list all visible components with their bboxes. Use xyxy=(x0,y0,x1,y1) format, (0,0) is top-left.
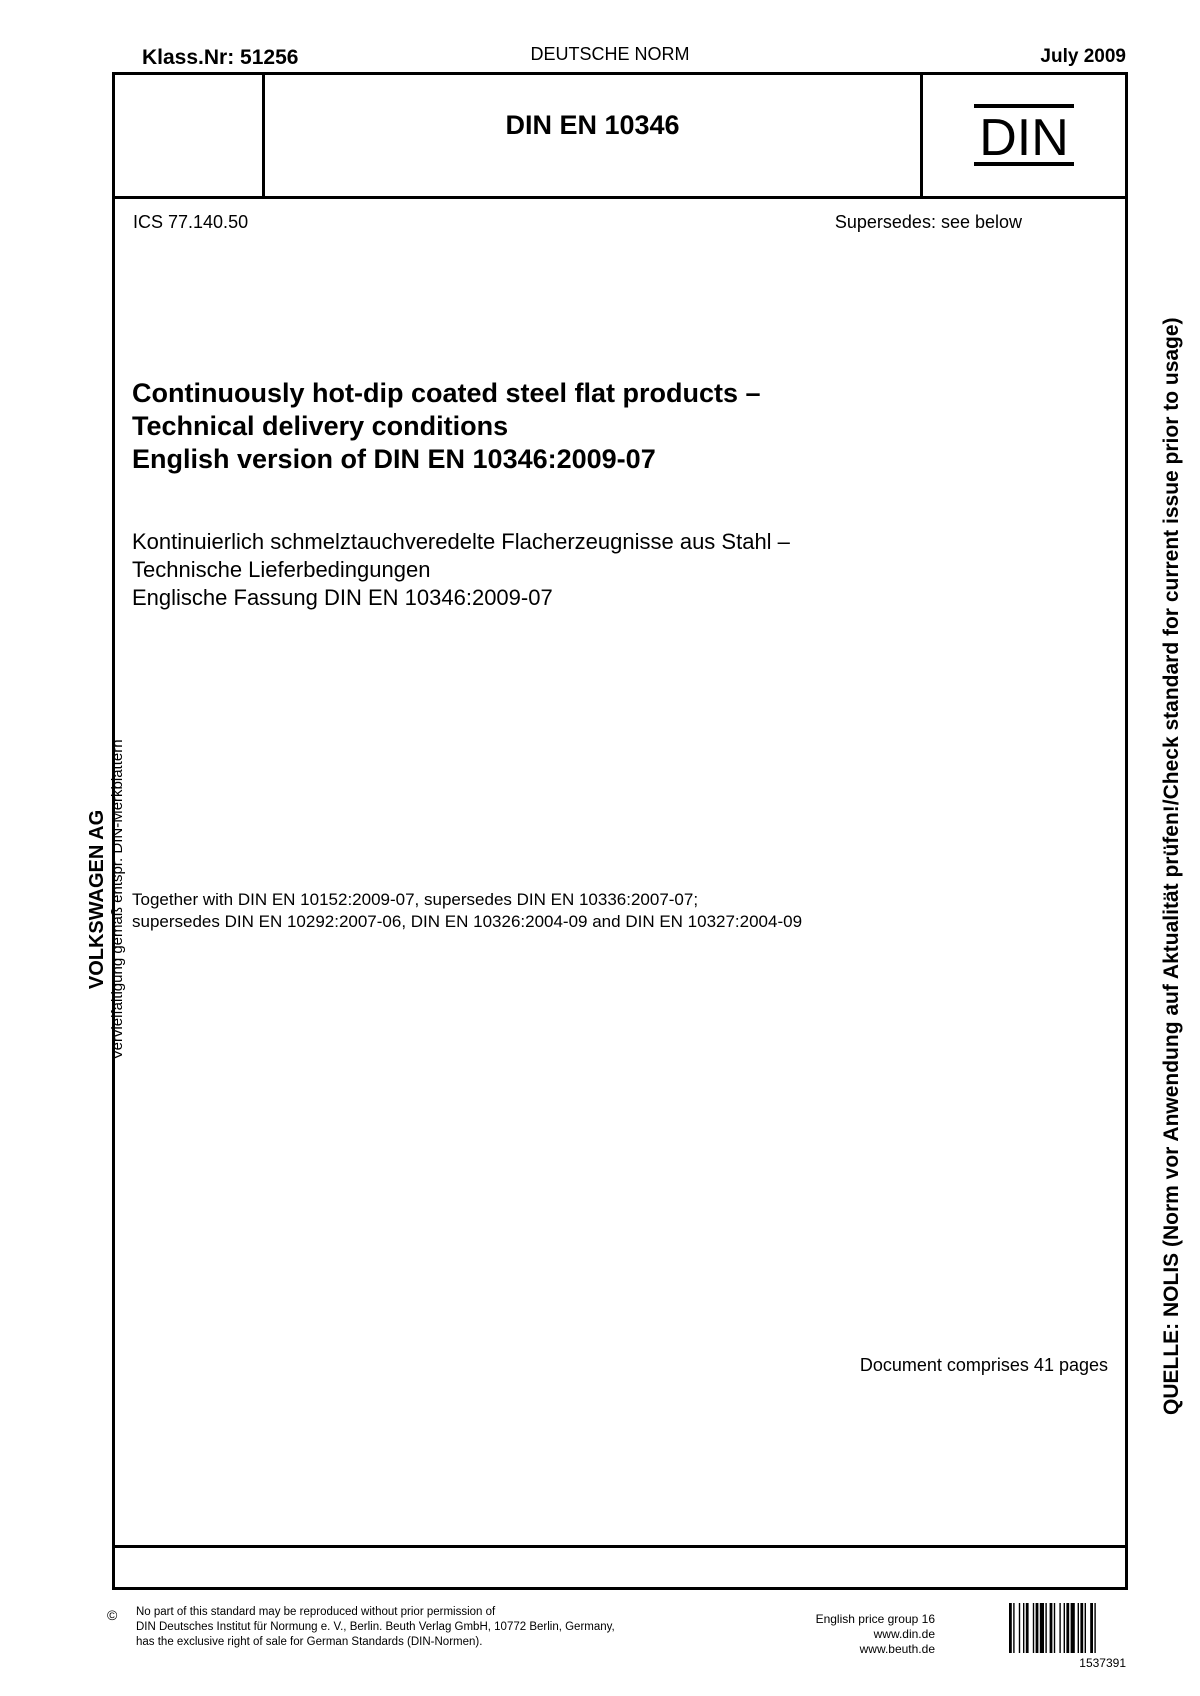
barcode xyxy=(1008,1603,1126,1653)
barcode-bar xyxy=(1059,1603,1060,1653)
reproduction-stamp xyxy=(86,702,126,1097)
document-number: DIN EN 10346 xyxy=(505,110,680,140)
price-info xyxy=(760,1612,935,1657)
copyright-notice xyxy=(136,1605,615,1650)
barcode-bar xyxy=(1026,1603,1029,1653)
page-count: Document comprises 41 pages xyxy=(859,1355,1108,1375)
reproduction-note: Vervielfältigung gemäß entspr. DIN-Merkblättern xyxy=(109,739,126,1060)
footer-divider xyxy=(112,1545,1128,1548)
norm-type: DEUTSCHE NORM xyxy=(530,44,690,64)
barcode-bar xyxy=(1045,1603,1046,1653)
class-number: Klass.Nr: 51256 xyxy=(142,46,299,69)
title-english-line: English version of DIN EN 10346:2009-07 xyxy=(132,444,656,474)
supersedes-line: supersedes DIN EN 10292:2007-06, DIN EN 10326:2004-09 and DIN EN 10327:2004-09 xyxy=(132,912,803,931)
title-english xyxy=(132,377,761,476)
barcode-bar xyxy=(1040,1603,1044,1653)
barcode-bar xyxy=(1054,1603,1055,1653)
copyright-line: DIN Deutsches Institut für Normung e. V., Berlin. Beuth Verlag GmbH, 10772 Berlin, Germany, xyxy=(136,1621,615,1633)
barcode-bar xyxy=(1071,1603,1075,1653)
barcode-bar xyxy=(1033,1603,1034,1653)
barcode-bar xyxy=(1064,1603,1065,1653)
title-german-line: Englische Fassung DIN EN 10346:2009-07 xyxy=(132,585,553,610)
din-logo-text: DIN xyxy=(979,109,1069,167)
copyright-line: No part of this standard may be reproduced without prior permission of xyxy=(136,1606,496,1618)
price-group: English price group 16 xyxy=(815,1612,935,1626)
barcode-bar xyxy=(1009,1603,1012,1653)
barcode-bar xyxy=(1019,1603,1020,1653)
header-right-divider xyxy=(920,72,923,198)
barcode-bar xyxy=(1066,1603,1069,1653)
copyright-line: has the exclusive right of sale for German Standards (DIN-Normen). xyxy=(136,1636,483,1648)
supersedes-reference: Supersedes: see below xyxy=(834,212,1022,232)
barcode-bar xyxy=(1094,1603,1095,1653)
copyright-icon: © xyxy=(107,1607,118,1623)
barcode-bar xyxy=(1050,1603,1053,1653)
website-beuth-link[interactable]: www.beuth.de xyxy=(859,1642,935,1656)
barcode-bar xyxy=(1085,1603,1086,1653)
title-english-line: Technical delivery conditions xyxy=(132,411,509,441)
barcode-bar xyxy=(1036,1603,1039,1653)
barcode-bar xyxy=(1080,1603,1083,1653)
supersedes-line: Together with DIN EN 10152:2009-07, supersedes DIN EN 10336:2007-07; xyxy=(132,890,699,909)
company-name: VOLKSWAGEN AG xyxy=(86,809,108,990)
source-note: QUELLE: NOLIS (Norm vor Anwendung auf Aktualität prüfen!/Check standard for current issue prior to usage) xyxy=(1160,317,1183,1415)
barcode-bar xyxy=(1013,1603,1014,1653)
barcode-bar xyxy=(1078,1603,1079,1653)
website-din-link[interactable]: www.din.de xyxy=(873,1627,935,1641)
title-english-line: Continuously hot-dip coated steel flat products – xyxy=(132,378,761,408)
din-logo xyxy=(972,100,1076,172)
title-german xyxy=(132,528,790,612)
barcode-number: 1537391 xyxy=(1079,1656,1126,1670)
supersedes-statement xyxy=(132,889,802,933)
barcode-bar xyxy=(1090,1603,1093,1653)
title-german-line: Kontinuierlich schmelztauchveredelte Flacherzeugnisse aus Stahl – xyxy=(132,529,790,554)
barcode-bar xyxy=(1023,1603,1024,1653)
ics-code: ICS 77.140.50 xyxy=(133,212,249,232)
publication-date: July 2009 xyxy=(1040,46,1126,67)
title-german-line: Technische Lieferbedingungen xyxy=(132,557,431,582)
